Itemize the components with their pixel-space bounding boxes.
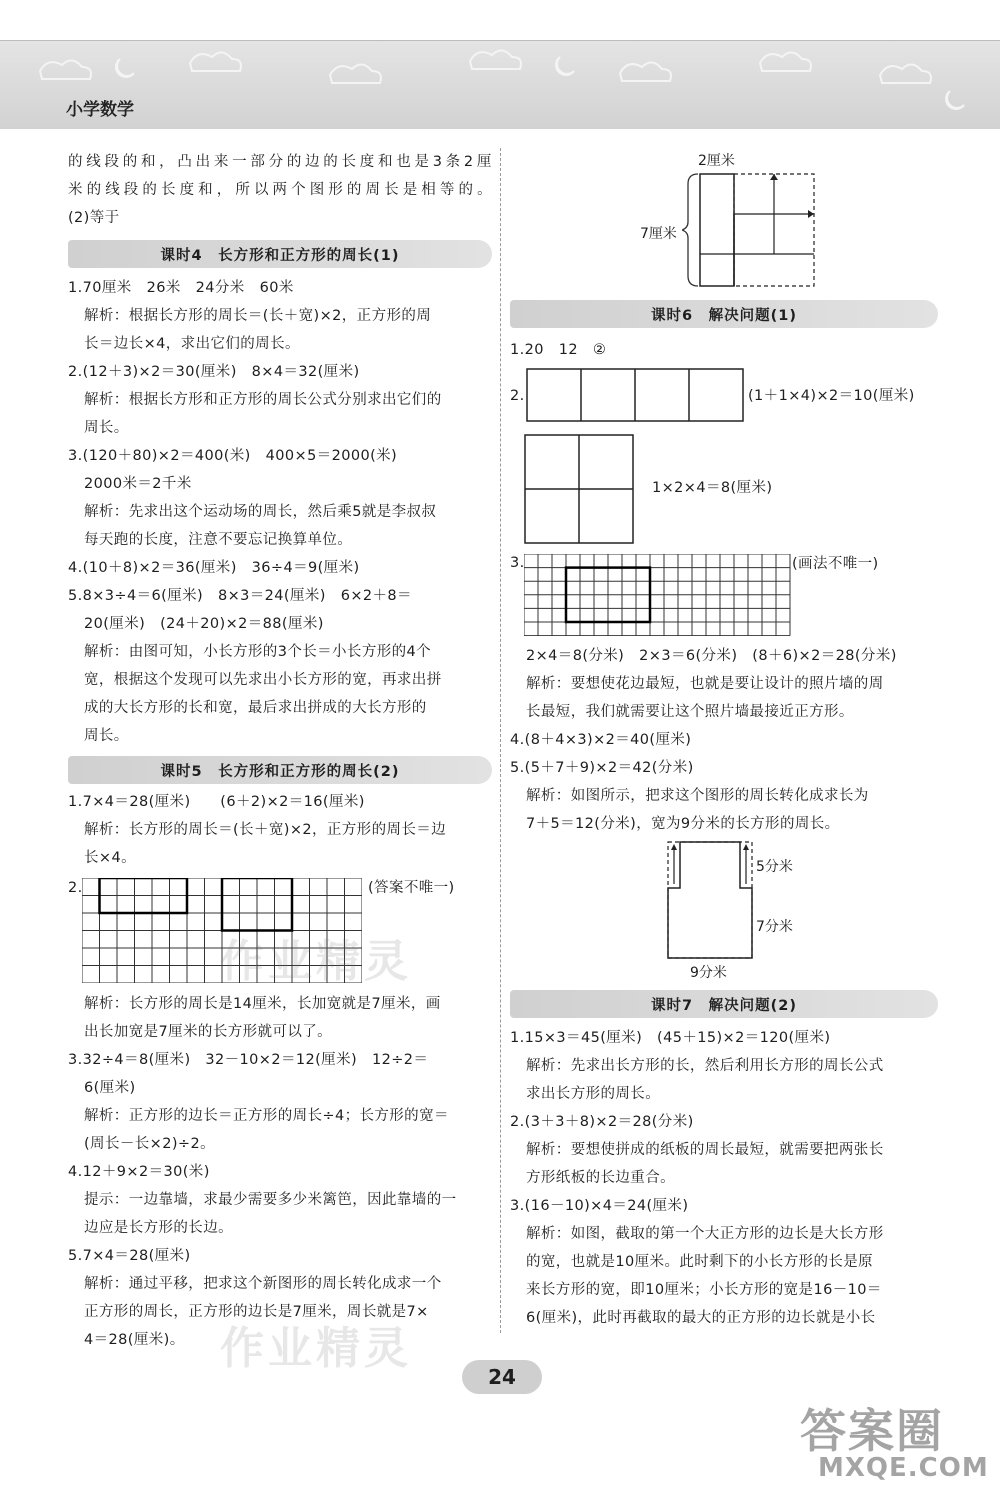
text-line: 3.32÷4＝8(厘米) 32－10×2＝12(厘米) 12÷2＝ [68, 1052, 429, 1068]
lesson-5-title: 课时5 长方形和正方形的周长(2) [160, 764, 400, 780]
text-line: 周长。 [84, 420, 129, 436]
square-figure-b-svg [524, 434, 636, 546]
answer-note: (画法不唯一) [792, 556, 879, 572]
grid-lesson6-svg [524, 554, 792, 636]
text-line: 解析：先求出长方形的长，然后利用长方形的周长公式 [526, 1058, 884, 1074]
formula: (1＋1×4)×2＝10(厘米) [748, 388, 915, 404]
text-line: 成的大长方形的长和宽，最后求出拼成的大长方形的 [84, 700, 427, 716]
rect-figure-a [526, 368, 746, 422]
lesson-6-header [510, 300, 938, 328]
text-line: (周长－长×2)÷2。 [84, 1136, 215, 1152]
answer-note: (答案不唯一) [368, 880, 455, 896]
subject-title: 小学数学 [66, 100, 134, 120]
text-line: 米 的 线 段 的 长 度 和 ， 所 以 两 个 图 形 的 周 长 是 相 等 的 。 [68, 182, 492, 198]
text-line: 1.20 12 ② [510, 342, 607, 358]
text-line: 2×4＝8(分米) 2×3＝6(分米) (8＋6)×2＝28(分米) [526, 648, 897, 664]
lesson-7-header [510, 990, 938, 1018]
figure-label: 9分米 [690, 965, 727, 981]
lesson-4-title: 课时4 长方形和正方形的周长(1) [160, 248, 400, 264]
text-line: 解析：要想使拼成的纸板的周长最短，就需要把两张长 [526, 1142, 884, 1158]
site-logo-url: MXQE.COM [818, 1453, 989, 1483]
page-number: 24 [462, 1360, 542, 1394]
column-divider [500, 148, 501, 1333]
text-line: 解析：如图所示，把求这个图形的周长转化成求长为 [526, 788, 869, 804]
text-line: 长×4。 [84, 850, 136, 866]
text-line: 长＝边长×4，求出它们的周长。 [84, 336, 300, 352]
text-line: 解析：根据长方形的周长＝(长＋宽)×2，正方形的周 [84, 308, 432, 324]
lesson-6-title: 课时6 解决问题(1) [651, 308, 797, 324]
text-line: 5.7×4＝28(厘米) [68, 1248, 191, 1264]
text-line: 5.8×3÷4＝6(厘米) 8×3＝24(厘米) 6×2＋8＝ [68, 588, 412, 604]
text-line: 来长方形的宽，即10厘米；小长方形的宽是16－10＝ [526, 1282, 882, 1298]
site-logo: 答案圈 [800, 1404, 944, 1458]
text-line: 1.70厘米 26米 24分米 60米 [68, 280, 294, 296]
top-figure [682, 168, 832, 290]
question-number: 2. [68, 880, 83, 896]
text-line: 求出长方形的周长。 [526, 1086, 661, 1102]
text-line: 宽，根据这个发现可以先求出小长方形的宽，再求出拼 [84, 672, 442, 688]
text-line: 3.(16－10)×4＝24(厘米) [510, 1198, 689, 1214]
text-line: 2000米＝2千米 [84, 476, 192, 492]
text-line: 解析：根据长方形和正方形的周长公式分别求出它们的 [84, 392, 442, 408]
formula: 1×2×4＝8(厘米) [652, 480, 773, 496]
text-line: (2)等于 [68, 210, 120, 226]
figure-label: 7分米 [756, 919, 793, 935]
lesson-5-header [68, 756, 492, 784]
text-line: 6(厘米)，此时再截取的最大的正方形的边长就是小长 [526, 1310, 876, 1326]
text-line: 4.(8＋4×3)×2＝40(厘米) [510, 732, 692, 748]
text-line: 每天跑的长度，注意不要忘记换算单位。 [84, 532, 353, 548]
text-line: 4.(10＋8)×2＝36(厘米) 36÷4＝9(厘米) [68, 560, 360, 576]
text-line: 出长加宽是7厘米的长方形就可以了。 [84, 1024, 333, 1040]
text-line: 4＝28(厘米)。 [84, 1332, 185, 1348]
rect-figure-a-svg [526, 368, 746, 422]
text-line: 1.15×3＝45(厘米) (45＋15)×2＝120(厘米) [510, 1030, 831, 1046]
text-line: 解析：长方形的周长＝(长＋宽)×2，正方形的周长＝边 [84, 822, 447, 838]
text-line: 边应是长方形的长边。 [84, 1220, 233, 1236]
top-figure-svg [682, 168, 832, 290]
shape-figure-svg [660, 838, 760, 962]
text-line: 1.7×4＝28(厘米) (6＋2)×2＝16(厘米) [68, 794, 365, 810]
square-figure-b [524, 434, 636, 546]
text-line: 7＋5＝12(分米)，宽为9分米的长方形的周长。 [526, 816, 840, 832]
question-number: 3. [510, 555, 525, 571]
text-line: 20(厘米) (24＋20)×2＝88(厘米) [84, 616, 324, 632]
figure-label: 2厘米 [698, 153, 735, 169]
text-line: 解析：长方形的周长是14厘米，长加宽就是7厘米，画 [84, 996, 441, 1012]
text-line: 长最短，我们就需要让这个照片墙最接近正方形。 [526, 704, 854, 720]
text-line: 4.12＋9×2＝30(米) [68, 1164, 210, 1180]
text-line: 的宽，也就是10厘米。此时剩下的小长方形的长是原 [526, 1254, 874, 1270]
text-line: 6(厘米) [84, 1080, 136, 1096]
text-line: 解析：如图，截取的第一个大正方形的边长是大长方形 [526, 1226, 884, 1242]
text-line: 正方形的周长，正方形的边长是7厘米，周长就是7× [84, 1304, 429, 1320]
text-line: 解析：先求出这个运动场的周长，然后乘5就是李叔叔 [84, 504, 437, 520]
question-number: 2. [510, 388, 525, 404]
grid-figure-lesson6 [524, 554, 792, 636]
header-band [0, 40, 1000, 129]
text-line: 的 线 段 的 和 ， 凸 出 来 一 部 分 的 边 的 长 度 和 也 是 3 条 2 厘 [68, 154, 492, 170]
text-line: 3.(120＋80)×2＝400(米) 400×5＝2000(米) [68, 448, 398, 464]
shape-figure-lesson6 [660, 838, 760, 962]
text-line: 解析：正方形的边长＝正方形的周长÷4；长方形的宽＝ [84, 1108, 449, 1124]
text-line: 提示：一边靠墙，求最少需要多少米篱笆，因此靠墙的一 [84, 1192, 457, 1208]
text-line: 5.(5＋7＋9)×2＝42(分米) [510, 760, 694, 776]
text-line: 解析：要想使花边最短，也就是要让设计的照片墙的周 [526, 676, 884, 692]
watermark: 作业精灵 [220, 936, 412, 987]
figure-label: 7厘米 [640, 226, 677, 242]
text-line: 解析：由图可知，小长方形的3个长＝小长方形的4个 [84, 644, 432, 660]
figure-label: 5分米 [756, 859, 793, 875]
text-line: 解析：通过平移，把求这个新图形的周长转化成求一个 [84, 1276, 442, 1292]
text-line: 周长。 [84, 728, 129, 744]
text-line: 方形纸板的长边重合。 [526, 1170, 675, 1186]
text-line: 2.(12＋3)×2＝30(厘米) 8×4＝32(厘米) [68, 364, 360, 380]
lesson-4-header [68, 240, 492, 268]
text-line: 2.(3＋3＋8)×2＝28(分米) [510, 1114, 694, 1130]
lesson-7-title: 课时7 解决问题(2) [651, 998, 797, 1014]
watermark: 作业精灵 [220, 1323, 412, 1374]
cloud-decoration-icon [0, 41, 1000, 129]
